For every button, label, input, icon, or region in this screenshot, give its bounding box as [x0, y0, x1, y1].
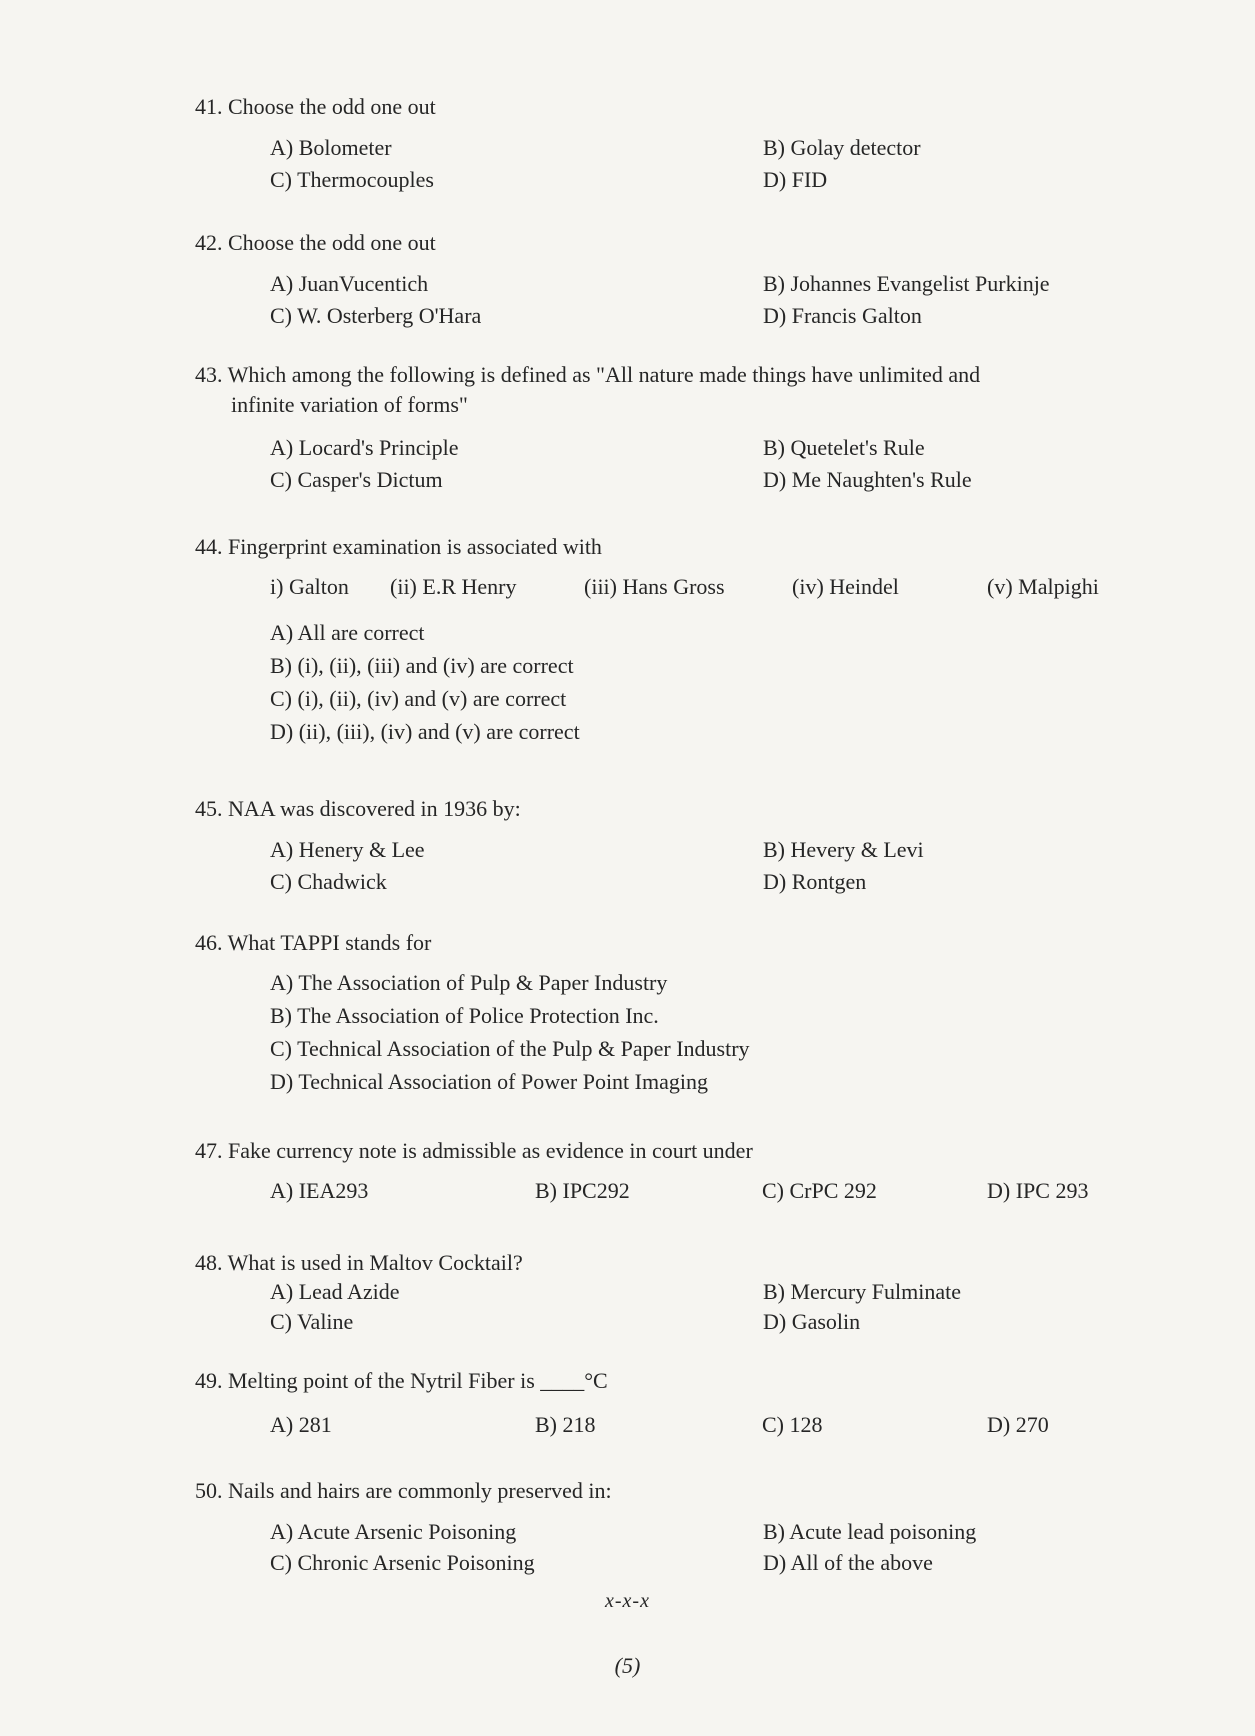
option-b: B) Johannes Evangelist Purkinje: [763, 271, 1050, 296]
question-stem: 42. Choose the odd one out: [195, 230, 436, 255]
option-a: A) The Association of Pulp & Paper Industry: [270, 970, 668, 995]
option-b: B) Hevery & Levi: [763, 837, 924, 862]
option-b: B) The Association of Police Protection Inc.: [270, 1003, 659, 1028]
option-c: C) Thermocouples: [270, 167, 434, 192]
answer-options: [270, 1278, 1145, 1336]
option-a: A) Acute Arsenic Poisoning: [270, 1519, 517, 1544]
option-c: C) Technical Association of the Pulp & Paper Industry: [270, 1036, 750, 1061]
question-stem: 41. Choose the odd one out: [195, 94, 436, 119]
option-b: B) Quetelet's Rule: [763, 435, 925, 460]
option-a: A) Locard's Principle: [270, 435, 459, 460]
option-d: D) Technical Association of Power Point Imaging: [270, 1069, 708, 1094]
option-a: A) All are correct: [270, 620, 425, 645]
option-c: C) Chadwick: [270, 869, 387, 894]
option-d: D) Me Naughten's Rule: [763, 467, 972, 492]
statement-item: (iv) Heindel: [792, 574, 899, 599]
answer-options: [270, 836, 1145, 896]
option-b: B) Acute lead poisoning: [763, 1519, 977, 1544]
option-a: A) Lead Azide: [270, 1279, 400, 1304]
question-41: [195, 92, 1145, 194]
option-c: C) Casper's Dictum: [270, 467, 443, 492]
question-stem: 48. What is used in Maltov Cocktail?: [195, 1250, 523, 1275]
question-43: [195, 360, 1145, 494]
answer-options: [270, 966, 1145, 1098]
statement-item: (iii) Hans Gross: [584, 574, 725, 599]
answer-options: [270, 1410, 1145, 1440]
option-d: D) Rontgen: [763, 869, 867, 894]
statement-item: (v) Malpighi: [987, 574, 1099, 599]
statement-item: (ii) E.R Henry: [390, 574, 517, 599]
question-49: [195, 1366, 1145, 1440]
question-47: [195, 1136, 1145, 1206]
page-number: (5): [614, 1653, 641, 1678]
question-stem: 49. Melting point of the Nytril Fiber is ____°C: [195, 1368, 608, 1393]
option-b: B) Mercury Fulminate: [763, 1279, 961, 1304]
option-b: B) Golay detector: [763, 135, 921, 160]
option-d: D) IPC 293: [987, 1178, 1089, 1203]
option-a: A) Henery & Lee: [270, 837, 425, 862]
option-c: C) CrPC 292: [762, 1178, 877, 1203]
option-b: B) (i), (ii), (iii) and (iv) are correct: [270, 653, 574, 678]
question-stem: 44. Fingerprint examination is associated with: [195, 534, 602, 559]
option-d: D) Gasolin: [763, 1309, 861, 1334]
answer-options: [270, 434, 1145, 494]
question-stem: 46. What TAPPI stands for: [195, 930, 432, 955]
option-d: D) FID: [763, 167, 828, 192]
question-stem-line-1: 43. Which among the following is defined as "All nature made things have unlimited and: [195, 362, 981, 387]
statement-item: i) Galton: [270, 574, 349, 599]
option-a: A) Bolometer: [270, 135, 392, 160]
answer-options: [270, 134, 1145, 194]
option-b: B) IPC292: [535, 1178, 630, 1203]
option-c: C) W. Osterberg O'Hara: [270, 303, 482, 328]
answer-options: [270, 616, 1145, 748]
question-48: [195, 1248, 1145, 1336]
option-c: C) 128: [762, 1412, 823, 1437]
option-c: C) (i), (ii), (iv) and (v) are correct: [270, 686, 567, 711]
answer-options: [270, 1518, 1145, 1577]
option-c: C) Valine: [270, 1309, 354, 1334]
option-a: A) 281: [270, 1412, 332, 1437]
answer-options: [270, 1176, 1145, 1206]
statement-items: [270, 572, 1145, 602]
option-d: D) 270: [987, 1412, 1049, 1437]
question-50: [195, 1476, 1145, 1577]
option-d: D) (ii), (iii), (iv) and (v) are correct: [270, 719, 580, 744]
option-a: A) JuanVucentich: [270, 271, 429, 296]
question-stem: [195, 360, 1145, 420]
question-45: [195, 794, 1145, 896]
option-d: D) All of the above: [763, 1550, 933, 1575]
option-d: D) Francis Galton: [763, 303, 922, 328]
question-stem: 50. Nails and hairs are commonly preserved in:: [195, 1478, 612, 1503]
end-of-section-mark: x-x-x: [605, 1590, 650, 1612]
question-44: [195, 532, 1145, 748]
question-46: [195, 928, 1145, 1098]
question-42: [195, 228, 1145, 330]
question-stem: 47. Fake currency note is admissible as evidence in court under: [195, 1138, 753, 1163]
option-c: C) Chronic Arsenic Poisoning: [270, 1550, 535, 1575]
answer-options: [270, 270, 1145, 330]
option-a: A) IEA293: [270, 1178, 369, 1203]
question-stem-line-2: infinite variation of forms": [231, 392, 468, 417]
option-b: B) 218: [535, 1412, 596, 1437]
question-stem: 45. NAA was discovered in 1936 by:: [195, 796, 521, 821]
